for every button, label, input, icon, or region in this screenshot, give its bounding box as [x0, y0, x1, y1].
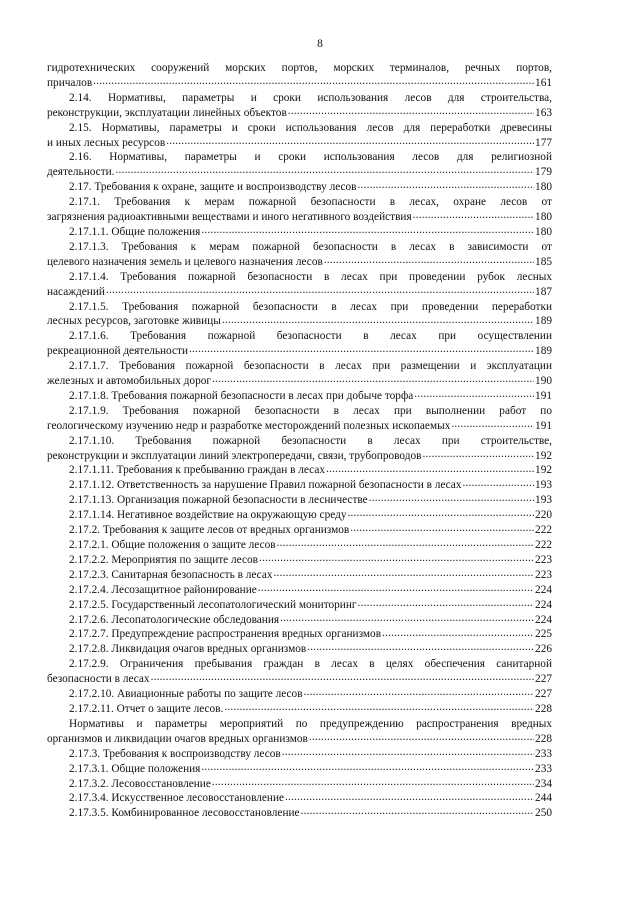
- toc-entry-page: 161: [535, 76, 552, 89]
- dot-leader: [106, 285, 534, 295]
- toc-entry-page: 228: [535, 702, 552, 715]
- page-number: 8: [317, 38, 323, 50]
- toc-entry[interactable]: [47, 657, 552, 687]
- dot-leader: [301, 806, 534, 816]
- dot-leader: [382, 627, 534, 637]
- toc-entry-page: 233: [535, 762, 552, 775]
- toc-entry-title: 2.17.2.2. Мероприятия по защите лесов: [69, 553, 258, 566]
- toc-entry-line: 2.17.1.5. Требования пожарной безопасности в лесах при проведении переработки: [69, 300, 552, 313]
- toc-entry-line: 2.17.1.4. Требования пожарной безопасности в лесах при проведении рубок лесных: [69, 270, 552, 283]
- toc-entry[interactable]: [47, 613, 552, 628]
- toc-entry-last-line: [47, 762, 552, 777]
- dot-leader: [222, 314, 534, 324]
- toc-entry-last-line: [47, 106, 552, 121]
- toc-entry-last-line: [47, 374, 552, 389]
- toc-entry[interactable]: [47, 553, 552, 568]
- dot-leader: [277, 538, 534, 548]
- dot-leader: [414, 389, 534, 399]
- dot-leader: [166, 136, 534, 146]
- toc-entry-title: рекреационной деятельности: [47, 345, 188, 358]
- dot-leader: [116, 165, 535, 175]
- dot-leader: [280, 613, 534, 623]
- toc-entry-title: 2.17.3.5. Комбинированное лесовосстановление: [69, 807, 300, 820]
- dot-leader: [347, 508, 534, 518]
- dot-leader: [201, 762, 534, 772]
- toc-entry-title: безопасности в лесах: [47, 673, 150, 686]
- toc-entry-page: 224: [535, 598, 552, 611]
- toc-entry-page: 227: [535, 673, 552, 686]
- toc-entry-title: 2.17.2.1. Общие положения о защите лесов: [69, 539, 276, 551]
- toc-entry-title: 2.17.3.4. Искусственное лесовосстановление: [69, 792, 285, 805]
- toc-entry-title: насаждений: [47, 285, 105, 298]
- toc-entry[interactable]: [47, 806, 552, 821]
- toc-entry[interactable]: [47, 404, 552, 434]
- dot-leader: [189, 344, 534, 354]
- toc-entry-title: 2.17.3. Требования к воспроизводству лесов: [69, 747, 281, 760]
- toc-entry-last-line: [47, 627, 552, 642]
- toc-entry[interactable]: [47, 508, 552, 523]
- toc-entry[interactable]: [47, 583, 552, 598]
- toc-entry-title: 2.17.3.2. Лесовосстановление: [69, 777, 211, 790]
- toc-entry-page: 244: [535, 792, 552, 805]
- toc-entry-last-line: [47, 777, 552, 792]
- toc-entry[interactable]: [47, 747, 552, 762]
- toc-entry[interactable]: [47, 329, 552, 359]
- toc-entry-title: 2.17.1.12. Ответственность за нарушение Правил пожарной безопасности в лесах: [69, 479, 462, 492]
- toc-entry-line: 2.16. Нормативы, параметры и сроки использования лесов для религиозной: [69, 151, 552, 164]
- toc-entry[interactable]: [47, 225, 552, 240]
- toc-entry-line: 2.17.2.9. Ограничения пребывания граждан в лесах в целях обеспечения санитарной: [69, 658, 552, 671]
- toc-entry-title: 2.17.2.10. Авиационные работы по защите лесов: [69, 688, 303, 701]
- toc-entry-title: геологическому изучению недр и разработке месторождений полезных ископаемых: [47, 419, 451, 432]
- toc-entry-page: 223: [535, 568, 552, 581]
- dot-leader: [309, 732, 534, 742]
- dot-leader: [462, 478, 534, 488]
- toc-entry-page: 192: [535, 464, 552, 477]
- toc-entry-title: причалов: [47, 76, 93, 89]
- toc-entry-last-line: [47, 136, 552, 151]
- toc-entry-page: 193: [535, 479, 552, 492]
- toc-entry[interactable]: [47, 359, 552, 389]
- toc-entry-page: 222: [535, 524, 552, 537]
- toc-entry-last-line: [47, 568, 552, 583]
- toc-entry-line: гидротехнических сооружений морских портов, морских терминалов, речных портов,: [47, 62, 552, 74]
- toc-entry-line: 2.17.1.10. Требования пожарной безопасности в лесах при строительстве,: [69, 434, 552, 447]
- toc-entry-page: 228: [535, 732, 552, 745]
- toc-entry-page: 177: [535, 136, 552, 149]
- dot-leader: [282, 747, 534, 757]
- toc-entry-page: 179: [535, 166, 552, 179]
- toc-entry-last-line: [47, 583, 552, 598]
- toc-entry[interactable]: [47, 240, 552, 270]
- dot-leader: [151, 672, 534, 682]
- dot-leader: [326, 463, 534, 473]
- dot-leader: [422, 449, 534, 459]
- toc-entry-page: 193: [535, 494, 552, 507]
- toc-entry-page: 189: [535, 315, 552, 328]
- toc-entry-last-line: [47, 285, 552, 300]
- toc-entry-page: 220: [535, 509, 552, 522]
- dot-leader: [304, 687, 535, 697]
- toc-entry-page: 189: [535, 345, 552, 358]
- toc-entry[interactable]: [47, 180, 552, 195]
- toc-entry[interactable]: [47, 478, 552, 493]
- toc-entry-last-line: [47, 344, 552, 359]
- toc-entry-last-line: [47, 553, 552, 568]
- toc-entry-last-line: [47, 449, 552, 464]
- toc-entry-title: 2.17.2.8. Ликвидация очагов вредных организмов: [69, 643, 307, 656]
- toc-entry-last-line: [47, 538, 552, 553]
- toc-entry-last-line: [47, 598, 552, 613]
- toc-entry-last-line: [47, 255, 552, 270]
- dot-leader: [369, 493, 534, 503]
- toc-entry-last-line: [47, 687, 552, 702]
- toc-entry[interactable]: [47, 121, 552, 151]
- dot-leader: [285, 791, 534, 801]
- toc-entry-title: 2.17.1.14. Негативное воздействие на окружающую среду: [69, 509, 347, 522]
- toc-entry-page: 225: [535, 628, 552, 641]
- toc-entry-page: 180: [535, 181, 552, 194]
- toc-entry-title: и иных лесных ресурсов: [47, 136, 166, 149]
- toc-entry-page: 163: [535, 106, 552, 119]
- toc-entry-page: 224: [535, 583, 552, 596]
- toc-entry-title: 2.17.1.13. Организация пожарной безопасности в лесничестве: [69, 494, 368, 507]
- toc-entry-page: 226: [535, 643, 552, 656]
- toc-entry-title: 2.17.2. Требования к защите лесов от вредных организмов: [69, 524, 350, 537]
- toc-entry-last-line: [47, 225, 552, 240]
- toc-entry-page: 191: [535, 389, 552, 402]
- toc-entry-title: железных и автомобильных дорог: [47, 375, 212, 388]
- toc-entry-last-line: [47, 165, 552, 180]
- dot-leader: [413, 210, 534, 220]
- dot-leader: [258, 583, 534, 593]
- toc-entry-last-line: [47, 180, 552, 195]
- toc-entry-title: реконструкции, эксплуатации линейных объектов: [47, 106, 287, 119]
- dot-leader: [288, 106, 534, 116]
- toc-entry-last-line: [47, 642, 552, 657]
- toc-entry[interactable]: [47, 642, 552, 657]
- toc-entry-title: 2.17.2.3. Санитарная безопасность в лесах: [69, 568, 273, 581]
- toc-entry[interactable]: [47, 762, 552, 777]
- toc-entry[interactable]: [47, 777, 552, 792]
- dot-leader: [259, 553, 534, 563]
- toc-entry-title: лесных ресурсов, заготовке живицы: [47, 315, 221, 328]
- toc-entry[interactable]: [47, 300, 552, 330]
- toc-entry[interactable]: [47, 150, 552, 180]
- dot-leader: [212, 374, 534, 384]
- toc-entry[interactable]: [47, 702, 552, 717]
- toc-entry-line: Нормативы и параметры мероприятий по предупреждению распространения вредных: [69, 717, 552, 730]
- toc-entry[interactable]: [47, 61, 552, 91]
- toc-entry-title: 2.17.1.8. Требования пожарной безопасности в лесах при добыче торфа: [69, 389, 414, 402]
- dot-leader: [358, 598, 535, 608]
- toc-entry-last-line: [47, 76, 552, 91]
- toc-entry-page: 227: [535, 688, 552, 701]
- toc-entry-title: целевого назначения земель и целевого назначения лесов: [47, 255, 323, 268]
- toc-entry-title: 2.17.2.4. Лесозащитное районирование: [69, 583, 257, 596]
- toc-entry-line: 2.15. Нормативы, параметры и сроки использования лесов для переработки древесины: [69, 121, 552, 134]
- toc-entry-line: 2.17.1. Требования к мерам пожарной безопасности в лесах, охране лесов от: [69, 196, 552, 209]
- toc-entry-page: 180: [535, 211, 552, 224]
- toc-entry[interactable]: [47, 717, 552, 747]
- toc-entry-last-line: [47, 210, 552, 225]
- toc-entry-line: 2.17.1.7. Требования пожарной безопасности в лесах при размещении и эксплуатации: [69, 360, 552, 373]
- dot-leader: [451, 419, 534, 429]
- toc-entry-title: реконструкции и эксплуатации линий электропередачи, связи, трубопроводов: [47, 449, 422, 462]
- toc-entry-page: 185: [535, 255, 552, 268]
- toc-entry-last-line: [47, 493, 552, 508]
- toc-entry-page: 250: [535, 807, 552, 820]
- toc-entry-title: деятельности.: [47, 166, 115, 179]
- toc-entry-page: 223: [535, 553, 552, 566]
- toc-entry-page: 180: [535, 225, 552, 238]
- toc-entry[interactable]: [47, 195, 552, 225]
- dot-leader: [307, 642, 534, 652]
- toc-entry-last-line: [47, 732, 552, 747]
- toc-entry[interactable]: [47, 389, 552, 404]
- dot-leader: [224, 702, 534, 712]
- toc-entry[interactable]: [47, 538, 552, 553]
- toc-entry-last-line: [47, 702, 552, 717]
- toc-entry-title: 2.17.2.6. Лесопатологические обследования: [69, 613, 280, 626]
- toc-entry-last-line: [47, 613, 552, 628]
- toc-entry-last-line: [47, 806, 552, 821]
- toc-entry[interactable]: [47, 568, 552, 583]
- toc-entry[interactable]: [47, 523, 552, 538]
- dot-leader: [201, 225, 534, 235]
- dot-leader: [93, 76, 534, 86]
- toc-entry-last-line: [47, 791, 552, 806]
- toc-entry-last-line: [47, 747, 552, 762]
- toc-entry[interactable]: [47, 627, 552, 642]
- toc-entry-line: 2.17.1.9. Требования пожарной безопасности в лесах при выполнении работ по: [69, 404, 552, 417]
- dot-leader: [350, 523, 534, 533]
- toc-entry-title: организмов и ликвидации очагов вредных организмов: [47, 732, 308, 745]
- toc-entry-title: 2.17.1.11. Требования к пребыванию граждан в лесах: [69, 464, 325, 477]
- toc-entry-title: 2.17.2.5. Государственный лесопатологический мониторинг: [69, 598, 357, 611]
- toc-entry-last-line: [47, 508, 552, 523]
- toc-entry-last-line: [47, 672, 552, 687]
- toc-entry[interactable]: [47, 463, 552, 478]
- toc-entry[interactable]: [47, 270, 552, 300]
- toc-entry-title: 2.17.2.11. Отчет о защите лесов.: [69, 702, 224, 715]
- toc-entry-line: 2.14. Нормативы, параметры и сроки использования лесов для строительства,: [69, 91, 552, 104]
- toc-entry-page: 224: [535, 613, 552, 626]
- toc-entry-page: 234: [535, 777, 552, 790]
- toc-entry-title: 2.17.2.7. Предупреждение распространения вредных организмов: [69, 628, 382, 641]
- dot-leader: [324, 255, 534, 265]
- toc-entry[interactable]: [47, 598, 552, 613]
- toc-entry-title: 2.17.1.1. Общие положения: [69, 225, 201, 238]
- toc-entry-last-line: [47, 478, 552, 493]
- toc-entry-title: 2.17.3.1. Общие положения: [69, 762, 201, 775]
- toc-entry[interactable]: [47, 493, 552, 508]
- dot-leader: [274, 568, 535, 578]
- dot-leader: [358, 180, 535, 190]
- dot-leader: [212, 777, 534, 787]
- toc-entry[interactable]: [47, 791, 552, 806]
- toc-entry[interactable]: [47, 434, 552, 464]
- toc-entry-line: 2.17.1.6. Требования пожарной безопасности в лесах при осуществлении: [69, 330, 552, 343]
- toc-entry-page: 187: [535, 285, 552, 298]
- toc-entry-last-line: [47, 419, 552, 434]
- toc-entry-page: 191: [535, 419, 552, 432]
- toc-entry-title: 2.17. Требования к охране, защите и воспроизводству лесов: [69, 181, 357, 194]
- toc-entry-last-line: [47, 463, 552, 478]
- table-of-contents: [47, 61, 552, 821]
- toc-entry-last-line: [47, 314, 552, 329]
- toc-entry-line: 2.17.1.3. Требования к мерам пожарной безопасности в лесах в зависимости от: [69, 240, 552, 253]
- toc-entry-title: загрязнения радиоактивными веществами и иного негативного воздействия: [47, 211, 412, 224]
- toc-entry-page: 190: [535, 375, 552, 388]
- toc-entry-page: 233: [535, 747, 552, 760]
- toc-entry-page: 192: [535, 449, 552, 462]
- toc-entry-page: 222: [535, 539, 552, 551]
- toc-entry-last-line: [47, 389, 552, 404]
- toc-entry-last-line: [47, 523, 552, 538]
- toc-entry[interactable]: [47, 687, 552, 702]
- toc-entry[interactable]: [47, 91, 552, 121]
